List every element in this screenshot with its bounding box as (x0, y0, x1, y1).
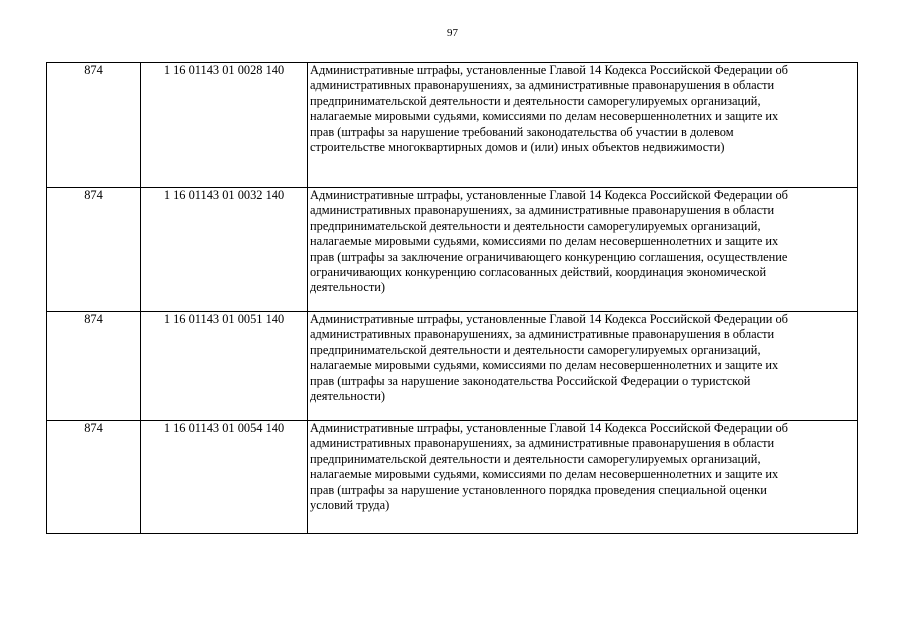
description-line: административных правонарушениях, за административные правонарушения в области (310, 436, 775, 451)
description-cell (308, 63, 858, 188)
table-row (47, 188, 858, 312)
description-line: прав (штрафы за заключение ограничивающего конкуренцию соглашения, осуществление (310, 249, 788, 264)
description-line: предпринимательской деятельности и деятельности саморегулируемых организаций, (310, 93, 761, 108)
description-line: предпринимательской деятельности и деятельности саморегулируемых организаций, (310, 342, 761, 357)
description-line: Административные штрафы, установленные Главой 14 Кодекса Российской Федерации об (310, 421, 788, 435)
page-number: 97 (447, 27, 458, 39)
description-cell (308, 421, 858, 534)
description-line: Административные штрафы, установленные Главой 14 Кодекса Российской Федерации об (310, 188, 788, 202)
description-line: административных правонарушениях, за административные правонарушения в области (310, 327, 775, 342)
description-line: налагаемые мировыми судьями, комиссиями по делам несовершеннолетних и защите их (310, 467, 779, 482)
description-line: предпринимательской деятельности и деятельности саморегулируемых организаций, (310, 218, 761, 233)
description-line: налагаемые мировыми судьями, комиссиями по делам несовершеннолетних и защите их (310, 109, 779, 124)
description-line: предпринимательской деятельности и деятельности саморегулируемых организаций, (310, 451, 761, 466)
description-line: Административные штрафы, установленные Главой 14 Кодекса Российской Федерации об (310, 63, 788, 77)
table-row (47, 63, 858, 188)
admin-code-cell: 874 (47, 63, 141, 188)
table-row (47, 421, 858, 534)
budget-classification-code-cell: 1 16 01143 01 0051 140 (141, 312, 308, 421)
admin-code-cell: 874 (47, 188, 141, 312)
description-line: налагаемые мировыми судьями, комиссиями по делам несовершеннолетних и защите их (310, 234, 779, 249)
description-line: строительстве многоквартирных домов и (или) иных объектов недвижимости) (310, 140, 725, 155)
description-line: Административные штрафы, установленные Главой 14 Кодекса Российской Федерации об (310, 312, 788, 326)
description-line: условий труда) (310, 498, 390, 513)
description-line: налагаемые мировыми судьями, комиссиями по делам несовершеннолетних и защите их (310, 358, 779, 373)
admin-code-cell: 874 (47, 312, 141, 421)
description-line: прав (штрафы за нарушение установленного порядка проведения специальной оценки (310, 482, 767, 497)
description-line: деятельности) (310, 389, 386, 404)
description-line: деятельности) (310, 280, 386, 295)
description-line: административных правонарушениях, за административные правонарушения в области (310, 78, 775, 93)
budget-classification-code-cell: 1 16 01143 01 0028 140 (141, 63, 308, 188)
description-line: административных правонарушениях, за административные правонарушения в области (310, 203, 775, 218)
description-cell (308, 188, 858, 312)
description-line: ограничивающих конкуренцию согласованных действий, координация экономической (310, 265, 767, 280)
description-line: прав (штрафы за нарушение требований законодательства об участии в долевом (310, 124, 734, 139)
table-row (47, 312, 858, 421)
description-cell (308, 312, 858, 421)
admin-code-cell: 874 (47, 421, 141, 534)
budget-classification-code-cell: 1 16 01143 01 0054 140 (141, 421, 308, 534)
budget-codes-table (46, 62, 858, 534)
description-line: прав (штрафы за нарушение законодательства Российской Федерации о туристской (310, 373, 751, 388)
budget-classification-code-cell: 1 16 01143 01 0032 140 (141, 188, 308, 312)
